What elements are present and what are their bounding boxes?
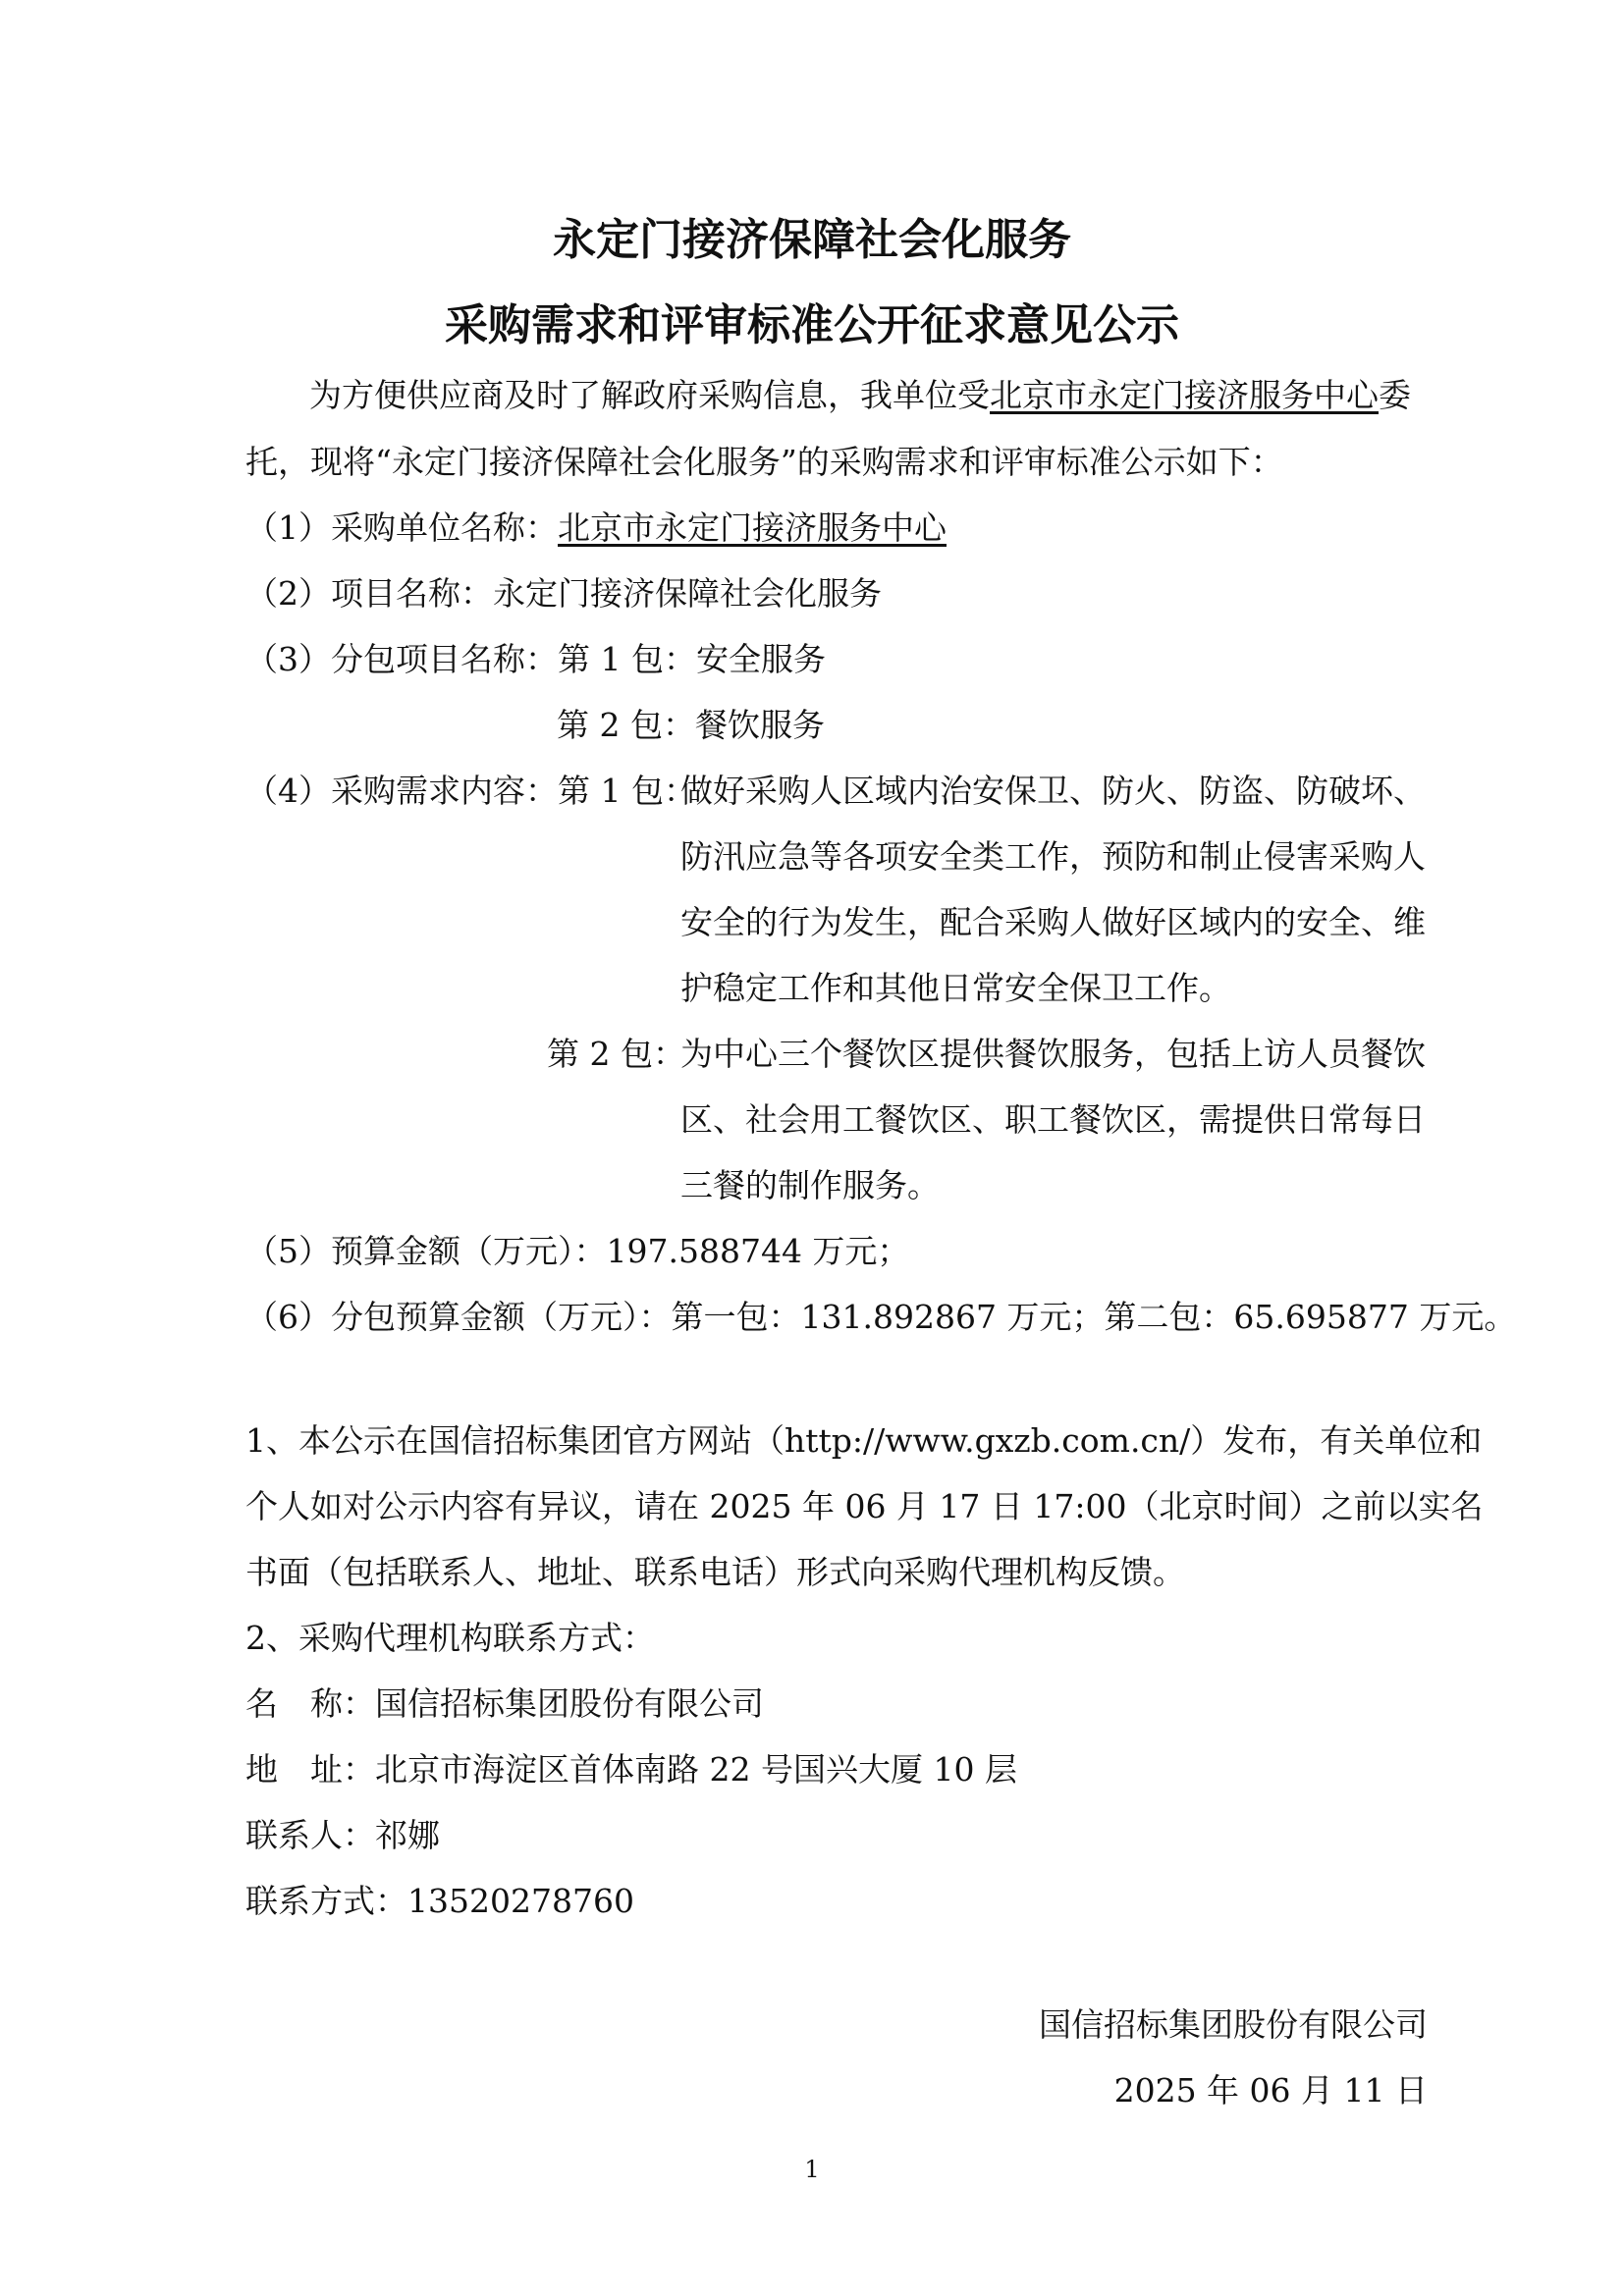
agency-contact: 联系人：祁娜 xyxy=(245,1816,440,1854)
intro-text-tail: 委 xyxy=(1379,376,1411,414)
page-number: 1 xyxy=(804,2156,820,2183)
signature-org: 国信招标集团股份有限公司 xyxy=(1039,2005,1428,2044)
notice-1-line-2: 个人如对公示内容有异议，请在 2025 年 06 月 17 日 17:00（北京时间）之前以实名 xyxy=(245,1487,1484,1525)
item-4-pkg2-label: 第 2 包： xyxy=(547,1035,685,1073)
item-3-package-1: （3）分包项目名称：第 1 包：安全服务 xyxy=(245,640,826,678)
item-1-value: 北京市永定门接济服务中心 xyxy=(558,508,947,547)
agency-address: 地 址：北京市海淀区首体南路 22 号国兴大厦 10 层 xyxy=(245,1750,1017,1789)
notice-2: 2、采购代理机构联系方式： xyxy=(245,1619,655,1657)
intro-org-name: 北京市永定门接济服务中心 xyxy=(990,376,1379,414)
title-line-1: 永定门接济保障社会化服务 xyxy=(553,215,1071,265)
notice-1-line-1: 1、本公示在国信招标集团官方网站（http://www.gxzb.com.cn/）发布，有关单位和 xyxy=(245,1421,1483,1460)
item-3-package-2: 第 2 包：餐饮服务 xyxy=(557,706,825,744)
item-6: （6）分包预算金额（万元）：第一包：131.892867 万元；第二包：65.695877 万元。 xyxy=(245,1298,1517,1336)
item-4-pkg1-line-2: 防汛应急等各项安全类工作，预防和制止侵害采购人 xyxy=(680,837,1426,876)
intro-text: 为方便供应商及时了解政府采购信息，我单位受 xyxy=(309,376,990,414)
item-2: （2）项目名称：永定门接济保障社会化服务 xyxy=(245,574,882,613)
item-4-pkg1-line-1: 做好采购人区域内治安保卫、防火、防盗、防破坏、 xyxy=(680,772,1426,810)
item-4-pkg1-line-3: 安全的行为发生，配合采购人做好区域内的安全、维 xyxy=(680,903,1426,941)
notice-1-line-3: 书面（包括联系人、地址、联系电话）形式向采购代理机构反馈。 xyxy=(245,1553,1185,1591)
item-4-pkg1-line-4: 护稳定工作和其他日常安全保卫工作。 xyxy=(680,969,1231,1007)
item-4-pkg2-line-3: 三餐的制作服务。 xyxy=(680,1166,940,1204)
intro-line-2: 托，现将“永定门接济保障社会化服务”的采购需求和评审标准公示如下： xyxy=(245,443,1283,481)
item-4-label: （4）采购需求内容：第 1 包： xyxy=(245,772,696,810)
agency-name: 名 称：国信招标集团股份有限公司 xyxy=(245,1684,764,1723)
item-5: （5）预算金额（万元）：197.588744 万元； xyxy=(245,1232,910,1270)
agency-phone: 联系方式：13520278760 xyxy=(245,1882,634,1920)
item-1-label: （1）采购单位名称： xyxy=(245,508,558,547)
signature-date: 2025 年 06 月 11 日 xyxy=(1113,2071,1428,2109)
title-line-2: 采购需求和评审标准公开征求意见公示 xyxy=(445,300,1179,350)
item-4-pkg2-line-1: 为中心三个餐饮区提供餐饮服务，包括上访人员餐饮 xyxy=(680,1035,1426,1073)
item-4-pkg2-line-2: 区、社会用工餐饮区、职工餐饮区，需提供日常每日 xyxy=(680,1100,1426,1139)
intro-line-1 xyxy=(309,374,1411,417)
item-1 xyxy=(245,507,947,550)
